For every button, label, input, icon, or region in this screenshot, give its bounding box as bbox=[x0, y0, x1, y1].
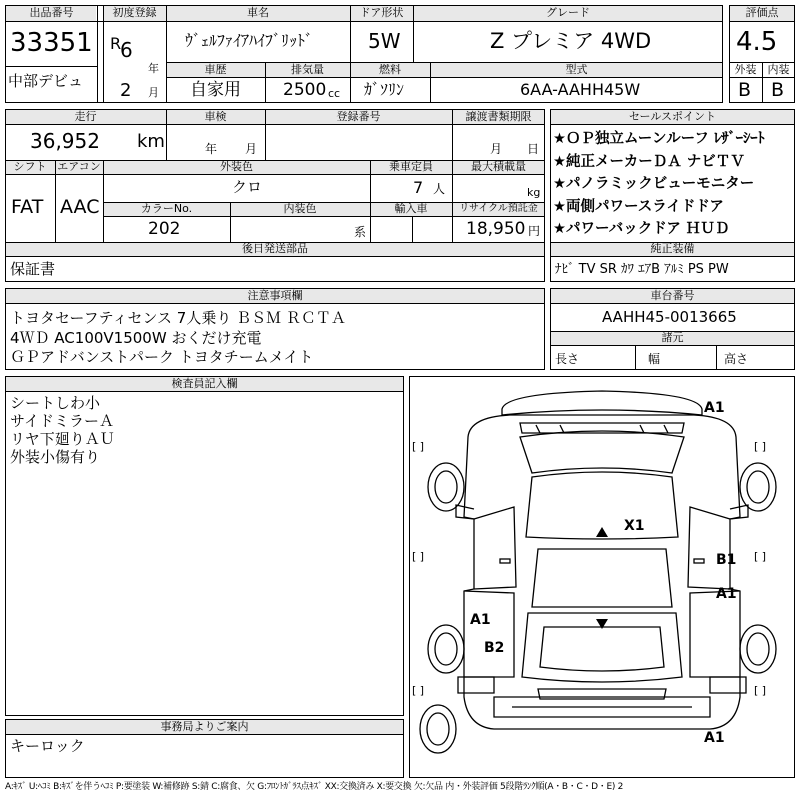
int-color-label: 内装色 bbox=[283, 202, 317, 215]
max-load-label: 最大積載量 bbox=[471, 160, 526, 173]
fuel-label: 燃料 bbox=[379, 63, 401, 76]
ac: AAC bbox=[60, 196, 100, 218]
right-rear-door bbox=[690, 591, 740, 677]
bracket-mark: [ ] bbox=[754, 440, 767, 453]
first-reg-label: 初度登録 bbox=[112, 6, 157, 19]
dims-label: 諸元 bbox=[661, 331, 684, 344]
shift: FAT bbox=[11, 196, 44, 218]
width-label: 幅 bbox=[648, 352, 661, 366]
front-right-wheel bbox=[740, 463, 776, 511]
int-color-unit: 系 bbox=[354, 225, 367, 239]
recycle-unit: 円 bbox=[528, 224, 541, 238]
mileage: 36,952 bbox=[30, 129, 100, 153]
office-label: 事務局よりご案内 bbox=[160, 720, 249, 733]
ac-label: エアコン bbox=[57, 160, 101, 173]
displacement-label: 排気量 bbox=[291, 63, 324, 76]
displacement: 2500 bbox=[283, 80, 327, 100]
score-label: 評価点 bbox=[745, 6, 779, 19]
fuel: ｶﾞｿﾘﾝ bbox=[364, 80, 405, 99]
month-unit: 月 bbox=[148, 86, 159, 99]
bracket-mark: [ ] bbox=[412, 684, 425, 697]
car-name: ｳﾞｪﾙﾌｧｲｱﾊｲﾌﾞﾘｯﾄﾞ bbox=[185, 31, 314, 50]
door-label: ドア形状 bbox=[359, 6, 404, 19]
color-no-label: カラーNo. bbox=[140, 202, 193, 215]
interior-grade-label: 内装 bbox=[767, 63, 790, 76]
front-arrow bbox=[596, 527, 608, 537]
windshield bbox=[520, 431, 684, 473]
import-label: 輸入車 bbox=[394, 202, 428, 215]
mark-left-rear-fender: A1 bbox=[470, 612, 491, 628]
grade-label: グレード bbox=[546, 6, 590, 19]
mark-left-rear-wheel: B2 bbox=[484, 640, 505, 656]
height-label: 高さ bbox=[724, 352, 749, 366]
equipment-label: 純正装備 bbox=[650, 242, 695, 255]
selling-point: ★パノラミックビューモニター bbox=[553, 176, 755, 192]
lot-number: 33351 bbox=[10, 28, 93, 58]
mark-roof: X1 bbox=[624, 518, 645, 534]
rear-right-wheel bbox=[740, 625, 776, 673]
length-label: 長さ bbox=[555, 352, 580, 366]
chassis-number: AAHH45-0013665 bbox=[602, 308, 737, 326]
transfer-day-unit: 日 bbox=[527, 142, 540, 156]
office-note: キーロック bbox=[10, 737, 85, 755]
car-outline-svg bbox=[410, 377, 794, 777]
shift-label: シフト bbox=[13, 160, 47, 173]
color-no: 202 bbox=[148, 219, 181, 239]
model: 6AA-AAHH45W bbox=[520, 80, 641, 99]
year: 6 bbox=[120, 38, 133, 62]
debut-label: 中部デビュ bbox=[8, 72, 84, 90]
selling-point: ★ＯＰ独立ムーンルーフ ﾚｻﾞｰｼｰﾄ bbox=[553, 131, 765, 147]
score: 4.5 bbox=[736, 27, 778, 57]
history-label: 車歴 bbox=[204, 63, 227, 76]
inspector-line: シートしわ小 bbox=[10, 394, 101, 412]
selling-point: ★純正メーカーＤＡ ナビＴＶ bbox=[553, 153, 745, 170]
model-label: 型式 bbox=[565, 63, 588, 76]
front-left-wheel bbox=[428, 463, 464, 511]
inspector-label: 検査員記入欄 bbox=[171, 377, 238, 390]
mark-rear-bumper: A1 bbox=[704, 730, 725, 746]
notes-label: 注意事項欄 bbox=[247, 289, 303, 302]
displacement-unit: cc bbox=[328, 87, 341, 100]
max-load-unit: kg bbox=[527, 186, 541, 199]
recycle-label: リサイクル預託金 bbox=[459, 203, 538, 214]
inspector-line: リヤ下廻りＡＵ bbox=[10, 430, 115, 448]
car-diagram bbox=[409, 376, 795, 778]
note-line: トヨタセーフティセンス 7人乗り ＢＳＭ ＲＣＴＡ bbox=[10, 309, 346, 327]
lot-label: 出品番号 bbox=[29, 6, 74, 19]
door-type: 5W bbox=[368, 29, 401, 53]
bracket-mark: [ ] bbox=[412, 550, 425, 563]
capacity-label: 乗車定員 bbox=[389, 160, 433, 173]
left-rear-door bbox=[464, 591, 514, 677]
grade: Z プレミア 4WD bbox=[490, 29, 652, 53]
mileage-label: 走行 bbox=[74, 110, 97, 123]
selling-point: ★両側パワースライドドア bbox=[553, 198, 724, 215]
inspector-line: 外装小傷有り bbox=[10, 448, 101, 466]
rear-glass bbox=[540, 627, 664, 671]
capacity-unit: 人 bbox=[433, 182, 446, 196]
inspection-month-unit: 月 bbox=[245, 142, 258, 156]
selling-points-list bbox=[553, 128, 793, 241]
roof-panel bbox=[532, 549, 672, 607]
note-line: ＧＰアドバンストパーク トヨタチームメイト bbox=[10, 348, 314, 366]
mileage-unit: km bbox=[137, 131, 165, 152]
era: R bbox=[110, 34, 122, 53]
spare-wheel bbox=[420, 705, 456, 753]
notes-lines bbox=[10, 309, 346, 368]
chassis-label: 車台番号 bbox=[650, 289, 695, 302]
inspection-label: 車検 bbox=[204, 110, 227, 123]
bracket-mark: [ ] bbox=[412, 440, 425, 453]
exterior-grade-label: 外装 bbox=[734, 63, 757, 76]
inspector-lines bbox=[10, 394, 115, 466]
selling-points-label: セールスポイント bbox=[628, 110, 716, 123]
ext-color: クロ bbox=[232, 178, 263, 196]
inspection-year-unit: 年 bbox=[205, 142, 218, 156]
mark-right-rear-door: B1 bbox=[716, 552, 737, 568]
mark-right-rear-fender: A1 bbox=[716, 586, 737, 602]
car-name-label: 車名 bbox=[247, 6, 269, 19]
capacity: 7 bbox=[413, 178, 424, 197]
recycle-fee: 18,950 bbox=[466, 219, 526, 239]
front-bumper bbox=[502, 391, 702, 415]
reg-no-label: 登録番号 bbox=[336, 110, 381, 123]
transfer-month-unit: 月 bbox=[490, 142, 503, 156]
transfer-label: 譲渡書類期限 bbox=[465, 110, 532, 123]
exterior-grade: B bbox=[738, 79, 752, 101]
history: 自家用 bbox=[190, 80, 241, 100]
bracket-mark: [ ] bbox=[754, 684, 767, 697]
later-parts: 保証書 bbox=[10, 260, 56, 278]
inspector-line: サイドミラーＡ bbox=[10, 412, 114, 430]
interior-grade: B bbox=[771, 79, 785, 101]
later-parts-label: 後日発送部品 bbox=[242, 242, 308, 255]
legend: A:ｷｽﾞ U:ﾍｺﾐ B:ｷｽﾞを伴うﾍｺﾐ P:要塗装 W:補修跡 S:錆 C:腐食、欠 G:ﾌﾛﾝﾄｶﾞﾗｽ点ｷｽﾞ XX:交換済み X:要交換 欠:欠品 内・外装評価 5段階ﾗﾝｸ順(A・B・C・D・E) 2 bbox=[5, 782, 624, 792]
month: 2 bbox=[120, 80, 132, 101]
right-front-door bbox=[688, 507, 730, 589]
year-unit: 年 bbox=[148, 62, 159, 75]
rear-left-wheel bbox=[428, 625, 464, 673]
left-front-door bbox=[474, 507, 516, 589]
equipment: ﾅﾋﾞ TV SR ｶﾜ ｴｱB ｱﾙﾐ PS PW bbox=[555, 262, 729, 277]
note-line: 4ＷＤ AC100V1500W おくだけ充電 bbox=[10, 328, 262, 347]
bracket-mark: [ ] bbox=[754, 550, 767, 563]
mark-top-right: A1 bbox=[704, 400, 725, 416]
selling-point: ★パワーバックドア ＨＵＤ bbox=[553, 221, 730, 237]
ext-color-label: 外装色 bbox=[220, 160, 253, 173]
